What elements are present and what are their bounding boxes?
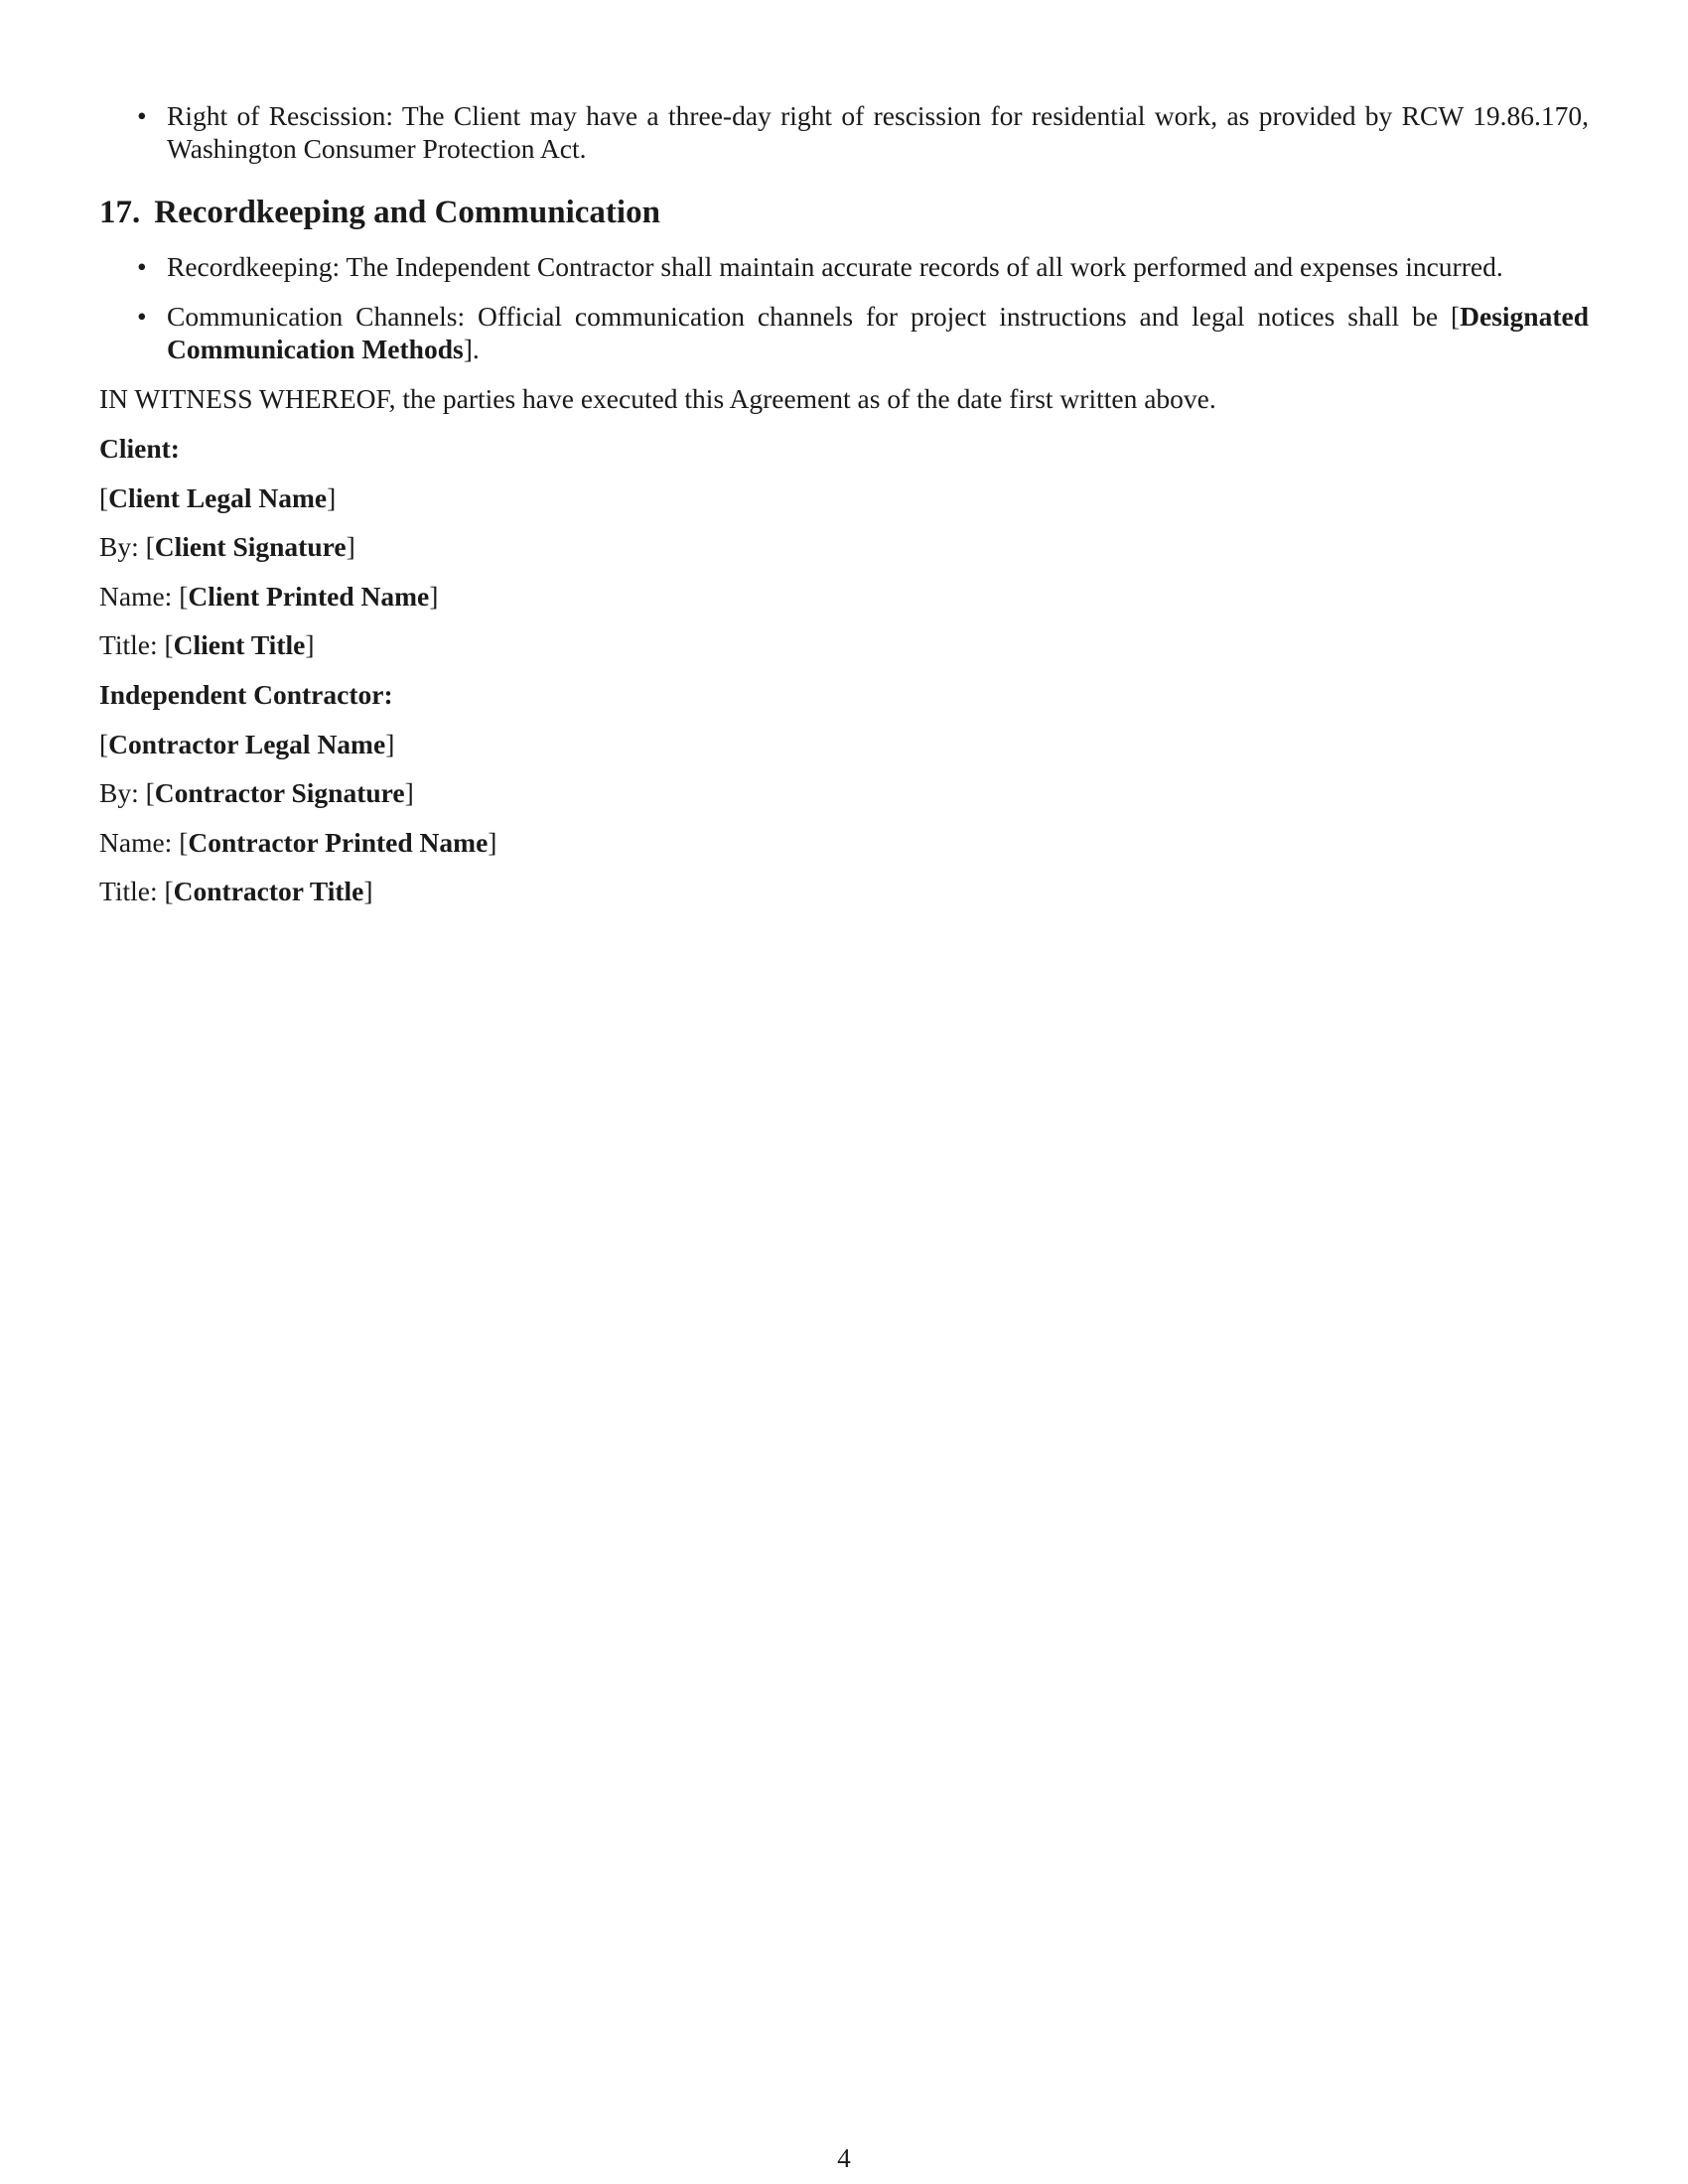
list-item-rescission: [99, 99, 1589, 165]
communication-methods-placeholder: Designated Communication Methods: [167, 301, 1589, 364]
client-by-line: By: [Client Signature]: [99, 531, 355, 563]
page-number: 4: [837, 2143, 851, 2173]
bullet-icon: •: [137, 301, 147, 332]
section-17-list: [99, 250, 1589, 365]
client-legal-name: [Client Legal Name]: [99, 481, 337, 513]
client-name-line: Name: [Client Printed Name]: [99, 580, 439, 612]
client-signature-block: [99, 432, 1589, 661]
contractor-title-line: Title: [Contractor Title]: [99, 876, 373, 907]
section-number: 17.: [99, 195, 141, 230]
contractor-signature-block: [99, 678, 1589, 907]
document-page: [99, 99, 1589, 924]
contractor-heading: Independent Contractor:: [99, 678, 393, 710]
bullet-icon: •: [137, 251, 147, 282]
section-title: Recordkeeping and Communication: [154, 195, 660, 230]
rescission-list: [99, 99, 1589, 165]
client-title-line: Title: [Client Title]: [99, 629, 315, 661]
witness-statement: IN WITNESS WHEREOF, the parties have executed this Agreement as of the date first written above.: [99, 383, 1216, 414]
contractor-by-line: By: [Contractor Signature]: [99, 777, 414, 809]
list-item-communication-channels: [99, 300, 1589, 365]
bullet-icon: •: [137, 100, 147, 131]
contractor-name-line: Name: [Contractor Printed Name]: [99, 826, 497, 858]
contractor-legal-name: [Contractor Legal Name]: [99, 728, 395, 759]
section-17-heading: [99, 193, 1589, 232]
communication-text-after: ].: [463, 334, 480, 364]
recordkeeping-text: Recordkeeping: The Independent Contractor shall maintain accurate records of all work performed and expenses incurred.: [167, 251, 1503, 282]
rescission-text: Right of Rescission: The Client may have a three-day right of rescission for residential work, as provided by RCW 19.86.170, Washington Consumer Protection Act.: [167, 100, 1589, 164]
client-heading: Client:: [99, 433, 180, 464]
list-item-recordkeeping: [99, 250, 1589, 283]
communication-text-before: Communication Channels: Official communication channels for project instructions and legal notices shall be [: [167, 301, 1461, 332]
